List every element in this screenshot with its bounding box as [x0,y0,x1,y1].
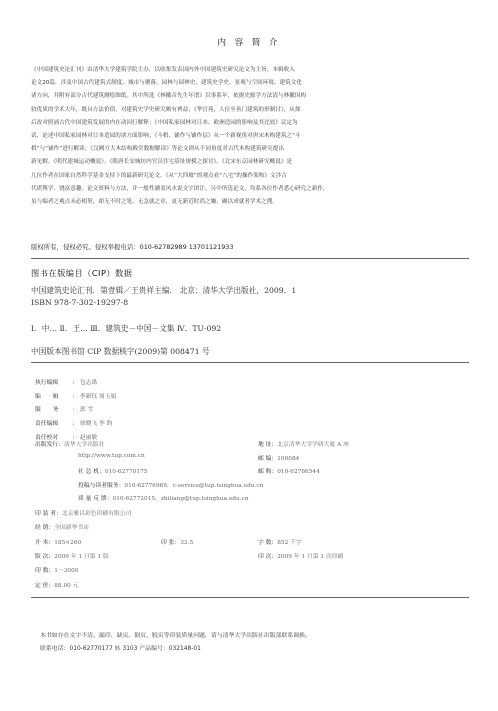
reader-service-label: 投稿与读者服务： [78,483,125,489]
mail-order-label: 邮 购： [258,469,278,475]
editor-role-label: 执行编辑 [35,380,59,386]
divider-top [31,258,469,259]
switchboard-row [78,466,147,475]
printing-row [258,551,343,560]
editor-name: 包志禹 [79,380,98,386]
summary-line: 虽与编者之观点未必相契，却无不时之笔，无急就之章，更无新近时尚之嫌，确以成就者学术之搜。 [31,199,279,205]
sheets-row [161,537,193,546]
rights-notice: 版权所有，侵权必究。侵权举报电话：010-62782989 13701121933 [31,243,234,251]
summary-line: 诸方向，并附有部分古代建筑测绘图纸。其中所选《林徽音先生年谱》以事系年，依据史源学方法请与林徽因构 [31,93,307,100]
switchboard-label: 社 总 机： [78,469,105,475]
divider-bottom [31,597,469,598]
printer-row [35,508,131,517]
printing-label: 印 次： [258,554,278,560]
footnote-line-1: 本书如存在文字不清、漏印、缺页、倒页、脱页等印装质量问题，请与清华大学出版社出版部联系调换。 [40,633,311,639]
publisher-label: 出版发行： [35,442,64,448]
editor-colon: ： [72,407,78,414]
edition-label: 版 次： [35,554,55,560]
sheets-label: 印 张： [161,540,181,546]
copies-label: 印 数： [35,568,55,574]
format-row [35,537,81,546]
postcode-row [258,453,299,462]
reader-service-row [78,480,263,489]
price-label: 定 价： [35,583,55,589]
editor-role-label: 责任编辑 [35,421,59,428]
cip-classification: Ⅰ．中… Ⅱ．王… Ⅲ．建筑史－中国－文集 Ⅳ．TU-092 [31,324,222,333]
switchboard-value: 010-62770175 [104,469,148,475]
editor-role-label: 责任校对 [35,434,59,441]
cip-isbn: ISBN 978-7-302-19297-8 [31,298,129,307]
summary-line: 较优质的学术大年，既具方法价值，对建筑史学史研究颇有裨益；《华宫苑，人位至善门建筑的形制讨》，从探 [31,106,301,113]
printer-value: 北京雅昌彩色印刷有限公司 [61,511,132,517]
postcode-value: 100084 [277,456,300,462]
printing-value: 2009 年 1 月第 1 次印刷 [277,554,344,560]
summary-line: 几位作者在国家自然科学基金支持下的最新研究论文。《从“大四坡”的观点看“八宅”的操作架构》文涉古 [31,172,287,179]
reader-service-value: 010-62776969，c-service@tup.tsinghua.edu.cn [124,483,264,489]
editor-role-label: 编辑 [35,393,71,400]
quality-feedback-label: 质 量 反 馈： [78,496,113,502]
address-row [258,439,349,448]
editor-name: 李新钰 周玉娟 [79,393,117,400]
address-value: 北京清华大学学研大厦 A 座 [277,442,349,448]
summary-line: 新见解。《明代建城运动概说》、《隋唐长安城坊内官员住宅基址规模之探讨》、《北宋东京园林研究概说》是 [31,159,293,166]
editor-row [35,391,116,400]
summary-line: 后改对照涌古代中国建筑发展的内在动因行解释；《中国私家园林对日本、欧洲造园的影响及其比较》议定为 [31,119,298,126]
edition-row [35,551,109,560]
editor-colon: ： [72,421,78,428]
publisher-value: 清华大学出版社 [64,442,105,448]
word-count-label: 字 数： [258,540,278,546]
summary-line: 栱”与“铺作”进行解读；《汉阙方大木结构殿堂数据解读》等论文则从不同角度对古代木构建筑研究提出 [31,146,284,153]
cip-record-number: 中国版本图书馆 CIP 数据核字(2009)第 008471 号 [31,347,210,356]
sheets-value: 33.5 [180,540,194,546]
editor-colon: ： [72,393,78,400]
editor-role-label: 服务 [35,407,71,414]
distributor-row [35,522,89,531]
format-label: 开 本： [35,540,55,546]
price-row [35,580,78,589]
word-count-value: 852 千字 [277,540,302,546]
copies-value: 1～3000 [54,568,79,574]
summary-title: 内 容 简 介 [217,38,281,48]
mail-order-row [258,466,320,475]
cip-line-1: 中国建筑史论汇刊．第壹辑／王贵祥主编． 北京：清华大学出版社，2009．1 [31,286,297,295]
quality-feedback-row [78,493,249,502]
website-value: http://www.tup.com.cn [78,453,145,459]
publisher-row [35,439,105,448]
editor-row [35,377,97,386]
address-label: 地 址： [258,442,278,448]
mail-order-value: 010-62786544 [277,469,320,475]
edition-value: 2009 年 1 月第 1 版 [54,554,109,560]
copies-row [35,565,78,574]
footnote-line-2: 联系电话：010-62770177 转 3103 产品编号：032148-01 [40,646,201,652]
price-value: 88.00 元 [54,583,79,589]
distributor-value: 全国新华书店 [54,525,90,531]
website-row [78,453,145,459]
postcode-label: 邮 编： [258,456,278,462]
summary-line: 《中国建筑史论汇刊》由清华大学建筑学院主办，以收集发表国内外中国建筑史研究论文为主旨。本辑收入 [31,67,295,73]
editor-row [35,404,93,413]
divider-cip [31,362,469,363]
editor-name: 徐晓飞 李 昀 [79,421,113,428]
summary-line: 代堪舆学，饶富意趣。论文资料与方法，并一般性涵盖风水说文字团注。另中所选论文，均系各位作者悉心研究之新作， [31,185,329,192]
printer-label: 印 装 者： [35,511,62,517]
summary-line: 论文20篇，涉及中国古代建筑式制度、城市与聚落、园林与园林史、建筑史学史、景观与空间环境、建筑文化 [31,80,303,87]
cip-title: 图书在版编目（CIP）数据 [31,268,133,278]
distributor-label: 经 销： [35,525,55,531]
format-value: 185×260 [54,540,82,546]
editor-name: 郭 雪 [79,407,94,414]
editor-colon: ： [72,434,78,441]
word-count-row [258,537,302,546]
quality-feedback-value: 010-62772015，zhiliang@tup.tsinghua.edu.cn [112,496,249,502]
editor-name: 赵丽敏 [79,434,98,441]
summary-line: 试，论述中国私家园林对日本造园的诸方面影响；《斗栱、铺作与铺作层》从一个新视角对唐宋木构建筑之“斗 [31,133,301,139]
editor-colon: ： [72,380,78,386]
editor-row [35,418,112,427]
